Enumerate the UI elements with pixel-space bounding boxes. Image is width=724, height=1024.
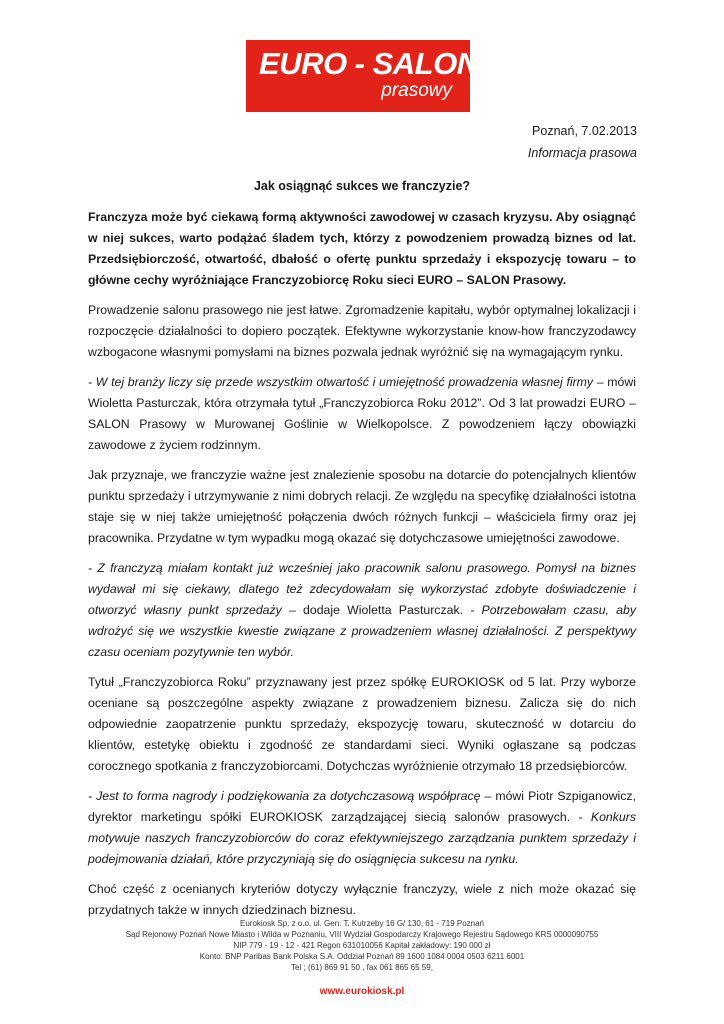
paragraph-text: – mówi Wioletta Pasturczak, która otrzymała tytuł „Franczyzobiorca Roku 2012”. Od 3 lat prowadzi EURO – SALON Prasowy w Murowanej Goślinie w Wielkopolsce. Z powodzeniem łączy obowiązki zawodowe z życiem rodzinnym. [88,375,636,452]
euro-salon-logo [246,40,479,112]
paragraph-1: Prowadzenie salonu prasowego nie jest łatwe. Zgromadzenie kapitału, wybór optymalnej lokalizacji i rozpoczęcie działalności to dopiero początek. Efektywne wykorzystanie know-how franczyzodawcy wzbogacone własnymi pomysłami na biznes pozwala jednak wyróżnić się na wymagającym rynku. [88,303,636,359]
document-kind: Informacja prasowa [527,146,637,160]
quote-text: - Potrzebowałam czasu, aby wdrożyć się we wszystkie kwestie związane z prowadzeniem własnej działalności. Z perspektywy czasu oceniam pozytywnie ten wybór. [88,603,636,659]
paragraph-3: Jak przyznaje, we franczyzie ważne jest znalezienie sposobu na dotarcie do potencjalnych klientów punktu sprzedaży i utrzymywanie z nimi dobrych relacji. Ze względu na specyfikę działalności istotna staje się w niej także umiejętność połączenia dwóch różnych funkcji – właściciela firmy oraz jej pracownika. Przydatne w tym wypadku mogą okazać się dotychczasowe umiejętności zawodowe. [88,468,636,545]
footer [60,918,664,998]
footer-line: Eurokiosk Sp. z o.o. ul. Gen. T. Kutrzeby 16 G/ 130, 61 - 719 Poznań [240,919,484,928]
quote-text: - Jest to forma nagrody i podziękowania za dotychczasową współpracę [88,789,481,803]
paragraph-2 [88,372,636,456]
quote-text: - Z franczyzą miałam kontakt już wcześniej jako pracownik salonu prasowego. Pomysł na biznes wydawał mi się ciekawy, dlatego też zdecydowałam się wykorzystać zdobyte doświadczenie i otworzyć własny punkt sprzedaży [88,561,636,617]
paragraph-5: Tytuł „Franczyzobiorca Roku” przyznawany jest przez spółkę EUROKIOSK od 5 lat. Przy wyborze oceniane są poszczególne aspekty związane z prowadzeniem biznesu. Zalicza się do nich odpowiednie zaopatrzenie punktu sprzedaży, ekspozycję towaru, skuteczność w dotarciu do klientów, estetykę obiektu i zgodność ze standardami sieci. Wyniki ogłaszane są podczas corocznego spotkania z franczyzobiorcami. Dotychczas wyróżnienie otrzymało 18 przedsiębiorców. [88,675,636,773]
paragraph-4 [88,558,636,663]
document-meta [528,120,637,164]
website-link[interactable]: www.eurokiosk.pl [319,986,405,997]
logo-sub-text: prasowy [381,80,452,101]
footer-line: Konto: BNP Paribas Bank Polska S.A. Oddział Poznań 89 1600 1084 0004 0503 6211 6001 [199,952,525,961]
footer-line: NIP 779 - 19 - 12 - 421 Regon 631010056 Kapitał zakładowy: 190 000 zł [233,941,491,950]
logo-main-text: EURO - SALON [259,46,479,81]
article-body [88,207,636,930]
quote-text: - Konkurs motywuje naszych franczyzobiorców do coraz efektywniejszego zarządzania punktem sprzedaży i podejmowania działań, które przyczyniają się do osiągnięcia sukcesu na rynku. [88,810,636,866]
paragraph-text: – dodaje Wioletta Pasturczak. [281,603,471,617]
paragraph-7: Choć część z ocenianych kryteriów dotyczy wyłącznie franczyzy, wiele z nich może okazać się przydatnych także w innych dziedzinach biznesu. [88,882,636,917]
paragraph-6 [88,786,636,870]
lead-paragraph: Franczyza może być ciekawą formą aktywności zawodowej w czasach kryzysu. Aby osiągnąć w niej sukces, warto podążać śladem tych, którzy z powodzeniem prowadzą biznes od lat. Przedsiębiorczość, otwartość, dbałość o ofertę punktu sprzedaży i ekspozycję towaru – to główne cechy wyróżniające Franczyzobiorcę Roku sieci EURO – SALON Prasowy. [88,210,636,287]
page-title: Jak osiągnąć sukces we franczyzie? [253,179,471,193]
paragraph-text: – mówi Piotr Szpiganowicz, dyrektor marketingu spółki EUROKIOSK zarządzającej siecią salonów prasowych. [88,789,636,824]
footer-line: Sąd Rejonowy Poznań Nowe Miasto i Wilda w Poznaniu, VIII Wydział Gospodarczy Krajowego Rejestru Sądowego KRS 0000090755 [125,930,599,939]
document-date: Poznań, 7.02.2013 [532,124,637,138]
quote-text: - W tej branży liczy się przede wszystkim otwartość i umiejętność prowadzenia własnej firmy [88,375,594,389]
footer-line: Tel ; (61) 869 91 50 , fax 061 865 65 59, [291,963,433,972]
